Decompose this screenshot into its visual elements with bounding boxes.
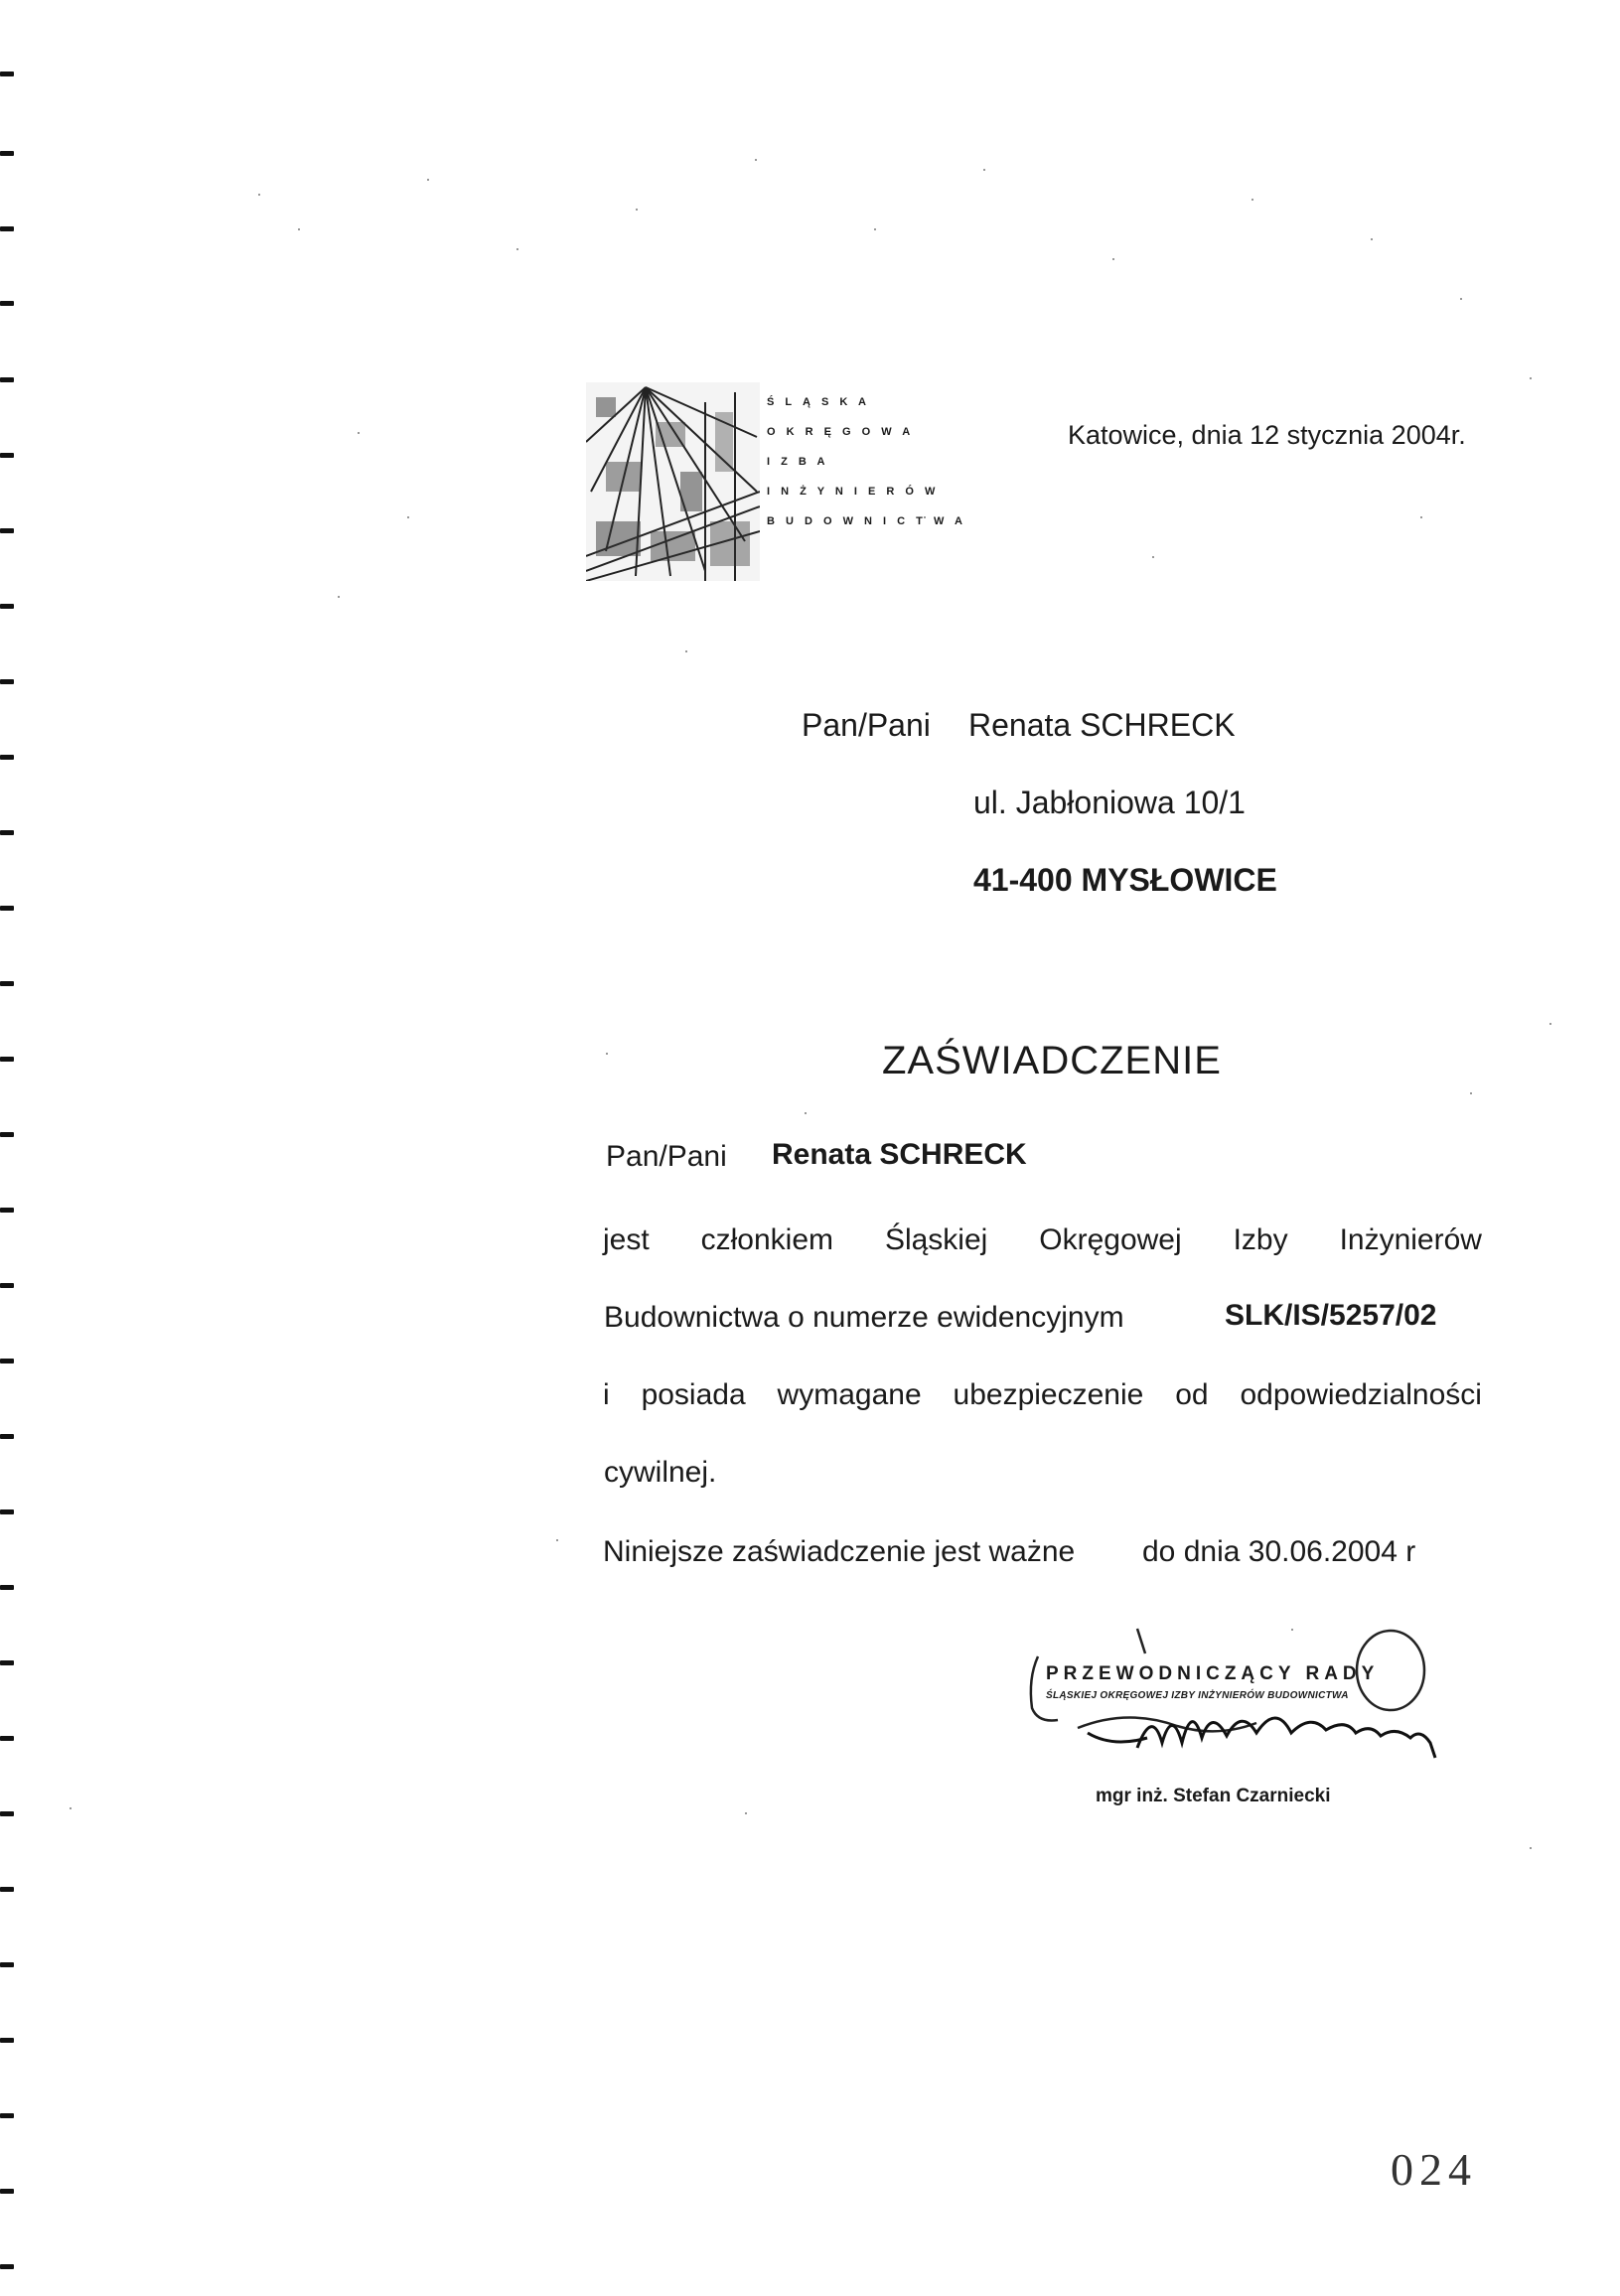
punch-mark	[0, 1208, 14, 1213]
punch-mark	[0, 1585, 14, 1590]
punch-mark	[0, 604, 14, 609]
punch-mark	[0, 1057, 14, 1062]
chamber-logo	[586, 382, 760, 581]
recipient-name: Renata SCHRECK	[968, 707, 1236, 743]
punch-mark	[0, 1811, 14, 1816]
punch-mark	[0, 2264, 14, 2269]
punch-mark	[0, 2113, 14, 2118]
word: ubezpieczenie	[953, 1378, 1144, 1411]
document-title: ZAŚWIADCZENIE	[882, 1039, 1222, 1082]
punch-mark	[0, 1660, 14, 1665]
stamp-title: PRZEWODNICZĄCY RADY	[1046, 1663, 1380, 1684]
word: członkiem	[700, 1223, 833, 1256]
validity-text: Niniejsze zaświadczenie jest ważne	[603, 1535, 1076, 1568]
word: Izby	[1233, 1223, 1288, 1256]
page-number: 024	[1391, 2144, 1477, 2195]
punch-mark	[0, 755, 14, 760]
punch-mark	[0, 528, 14, 533]
punch-mark	[0, 1434, 14, 1439]
punch-mark	[0, 830, 14, 835]
word: posiada	[641, 1378, 746, 1411]
chamber-name-line: O K R Ę G O W A	[767, 426, 915, 438]
date-line: Katowice, dnia 12 stycznia 2004r.	[1068, 420, 1466, 450]
punch-mark	[0, 981, 14, 986]
recipient-street: ul. Jabłoniowa 10/1	[973, 785, 1246, 820]
word: jest	[603, 1223, 650, 1256]
body-name: Renata SCHRECK	[772, 1138, 1027, 1171]
word: odpowiedzialności	[1240, 1378, 1482, 1411]
punch-mark	[0, 679, 14, 684]
body-line-4: cywilnej.	[604, 1456, 717, 1489]
punch-mark	[0, 226, 14, 231]
punch-mark	[0, 1132, 14, 1137]
chamber-name-line: I Z B A	[767, 456, 829, 468]
chamber-name-line: B U D O W N I C T W A	[767, 515, 966, 527]
punch-mark	[0, 453, 14, 458]
signer-name: mgr inż. Stefan Czarniecki	[1096, 1786, 1331, 1806]
body-salutation: Pan/Pani	[606, 1140, 727, 1173]
punch-mark	[0, 1887, 14, 1892]
word: Inżynierów	[1339, 1223, 1482, 1256]
body-line-3	[603, 1378, 1482, 1412]
registration-number: SLK/IS/5257/02	[1225, 1299, 1437, 1332]
stamp-subtitle: ŚLĄSKIEJ OKRĘGOWEJ IZBY INŻYNIERÓW BUDOWNICTWA	[1046, 1690, 1349, 1701]
punch-mark	[0, 1962, 14, 1967]
recipient-city: 41-400 MYSŁOWICE	[973, 862, 1277, 898]
punch-mark	[0, 377, 14, 382]
chamber-name-line: Ś L Ą S K A	[767, 396, 870, 408]
recipient-salutation: Pan/Pani	[802, 707, 931, 743]
word: wymagane	[777, 1378, 922, 1411]
punch-mark	[0, 1283, 14, 1288]
punch-mark	[0, 2038, 14, 2043]
body-line-2: Budownictwa o numerze ewidencyjnym	[604, 1301, 1124, 1334]
word: Okręgowej	[1039, 1223, 1182, 1256]
chamber-name-line: I N Ż Y N I E R Ó W	[767, 486, 940, 498]
punch-mark	[0, 72, 14, 76]
signature-stamp	[1018, 1609, 1475, 1807]
chamber-emblem-icon	[586, 382, 760, 581]
punch-mark	[0, 1359, 14, 1363]
body-line-1	[603, 1223, 1482, 1257]
punch-mark	[0, 151, 14, 156]
validity-date: do dnia 30.06.2004 r	[1142, 1535, 1416, 1568]
punch-mark	[0, 2189, 14, 2194]
chamber-name	[767, 387, 966, 536]
punch-mark	[0, 301, 14, 306]
word: od	[1175, 1378, 1209, 1411]
punch-mark	[0, 1736, 14, 1741]
word: i	[603, 1378, 610, 1411]
punch-mark	[0, 1509, 14, 1514]
punch-mark	[0, 906, 14, 911]
word: Śląskiej	[884, 1223, 988, 1256]
